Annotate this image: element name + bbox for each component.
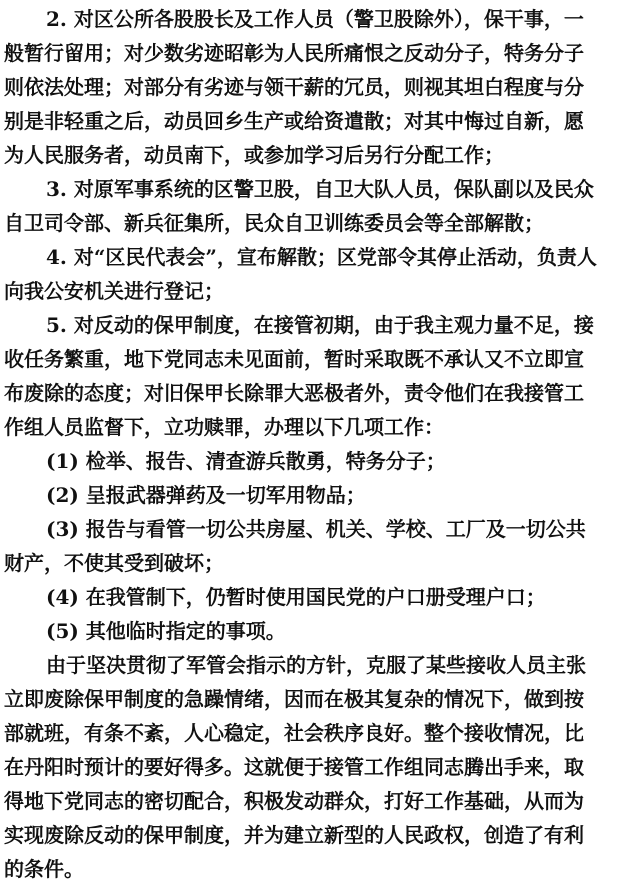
text-line: 自卫司令部、新兵征集所，民众自卫训练委员会等全部解散； [4, 211, 544, 235]
text-line: (4) 在我管制下，仍暂时使用国民党的户口册受理户口； [46, 585, 546, 609]
text-line: 5. 对反动的保甲制度，在接管初期，由于我主观力量不足，接 [46, 313, 594, 337]
text-line: 则依法处理；对部分有劣迹与领干薪的冗员，则视其坦白程度与分 [4, 75, 584, 99]
text-line: (1) 检举、报告、清查游兵散勇，特务分子； [46, 449, 446, 473]
text-line: 般暂行留用；对少数劣迹昭彰为人民所痛恨之反动分子，特务分子 [4, 41, 584, 65]
text-line: 4. 对“区民代表会”，宣布解散；区党部令其停止活动，负责人 [46, 245, 597, 269]
text-line: 得地下党同志的密切配合，积极发动群众，打好工作基础，从而为 [4, 789, 584, 813]
text-line: 3. 对原军事系统的区警卫股，自卫大队人员，保队副以及民众 [46, 177, 594, 201]
text-line: 的条件。 [4, 857, 84, 881]
text-line: 由于坚决贯彻了军管会指示的方针，克服了某些接收人员主张 [46, 653, 586, 677]
text-line: (2) 呈报武器弹药及一切军用物品； [46, 483, 366, 507]
text-line: 财产，不使其受到破坏； [4, 551, 224, 575]
text-line: 别是非轻重之后，动员回乡生产或给资遣散；对其中悔过自新，愿 [4, 109, 584, 133]
text-line: (5) 其他临时指定的事项。 [46, 619, 286, 643]
text-line: 布废除的态度；对旧保甲长除罪大恶极者外，责令他们在我接管工 [4, 381, 584, 405]
text-line: 为人民服务者，动员南下，或参加学习后另行分配工作； [4, 143, 504, 167]
text-line: (3) 报告与看管一切公共房屋、机关、学校、工厂及一切公共 [46, 517, 586, 541]
text-line: 部就班，有条不紊，人心稳定，社会秩序良好。整个接收情况，比 [4, 721, 584, 745]
text-line: 立即废除保甲制度的急躁情绪，因而在极其复杂的情况下，做到按 [4, 687, 584, 711]
text-line: 在丹阳时预计的要好得多。这就便于接管工作组同志腾出手来，取 [4, 755, 584, 779]
text-line: 向我公安机关进行登记； [4, 279, 224, 303]
text-line: 作组人员监督下，立功赎罪，办理以下几项工作： [4, 415, 444, 439]
text-line: 实现废除反动的保甲制度，并为建立新型的人民政权，创造了有利 [4, 823, 584, 847]
text-line: 2. 对区公所各股股长及工作人员（警卫股除外），保干事，一 [46, 7, 584, 31]
text-line: 收任务繁重，地下党同志未见面前，暂时采取既不承认又不立即宣 [4, 347, 584, 371]
